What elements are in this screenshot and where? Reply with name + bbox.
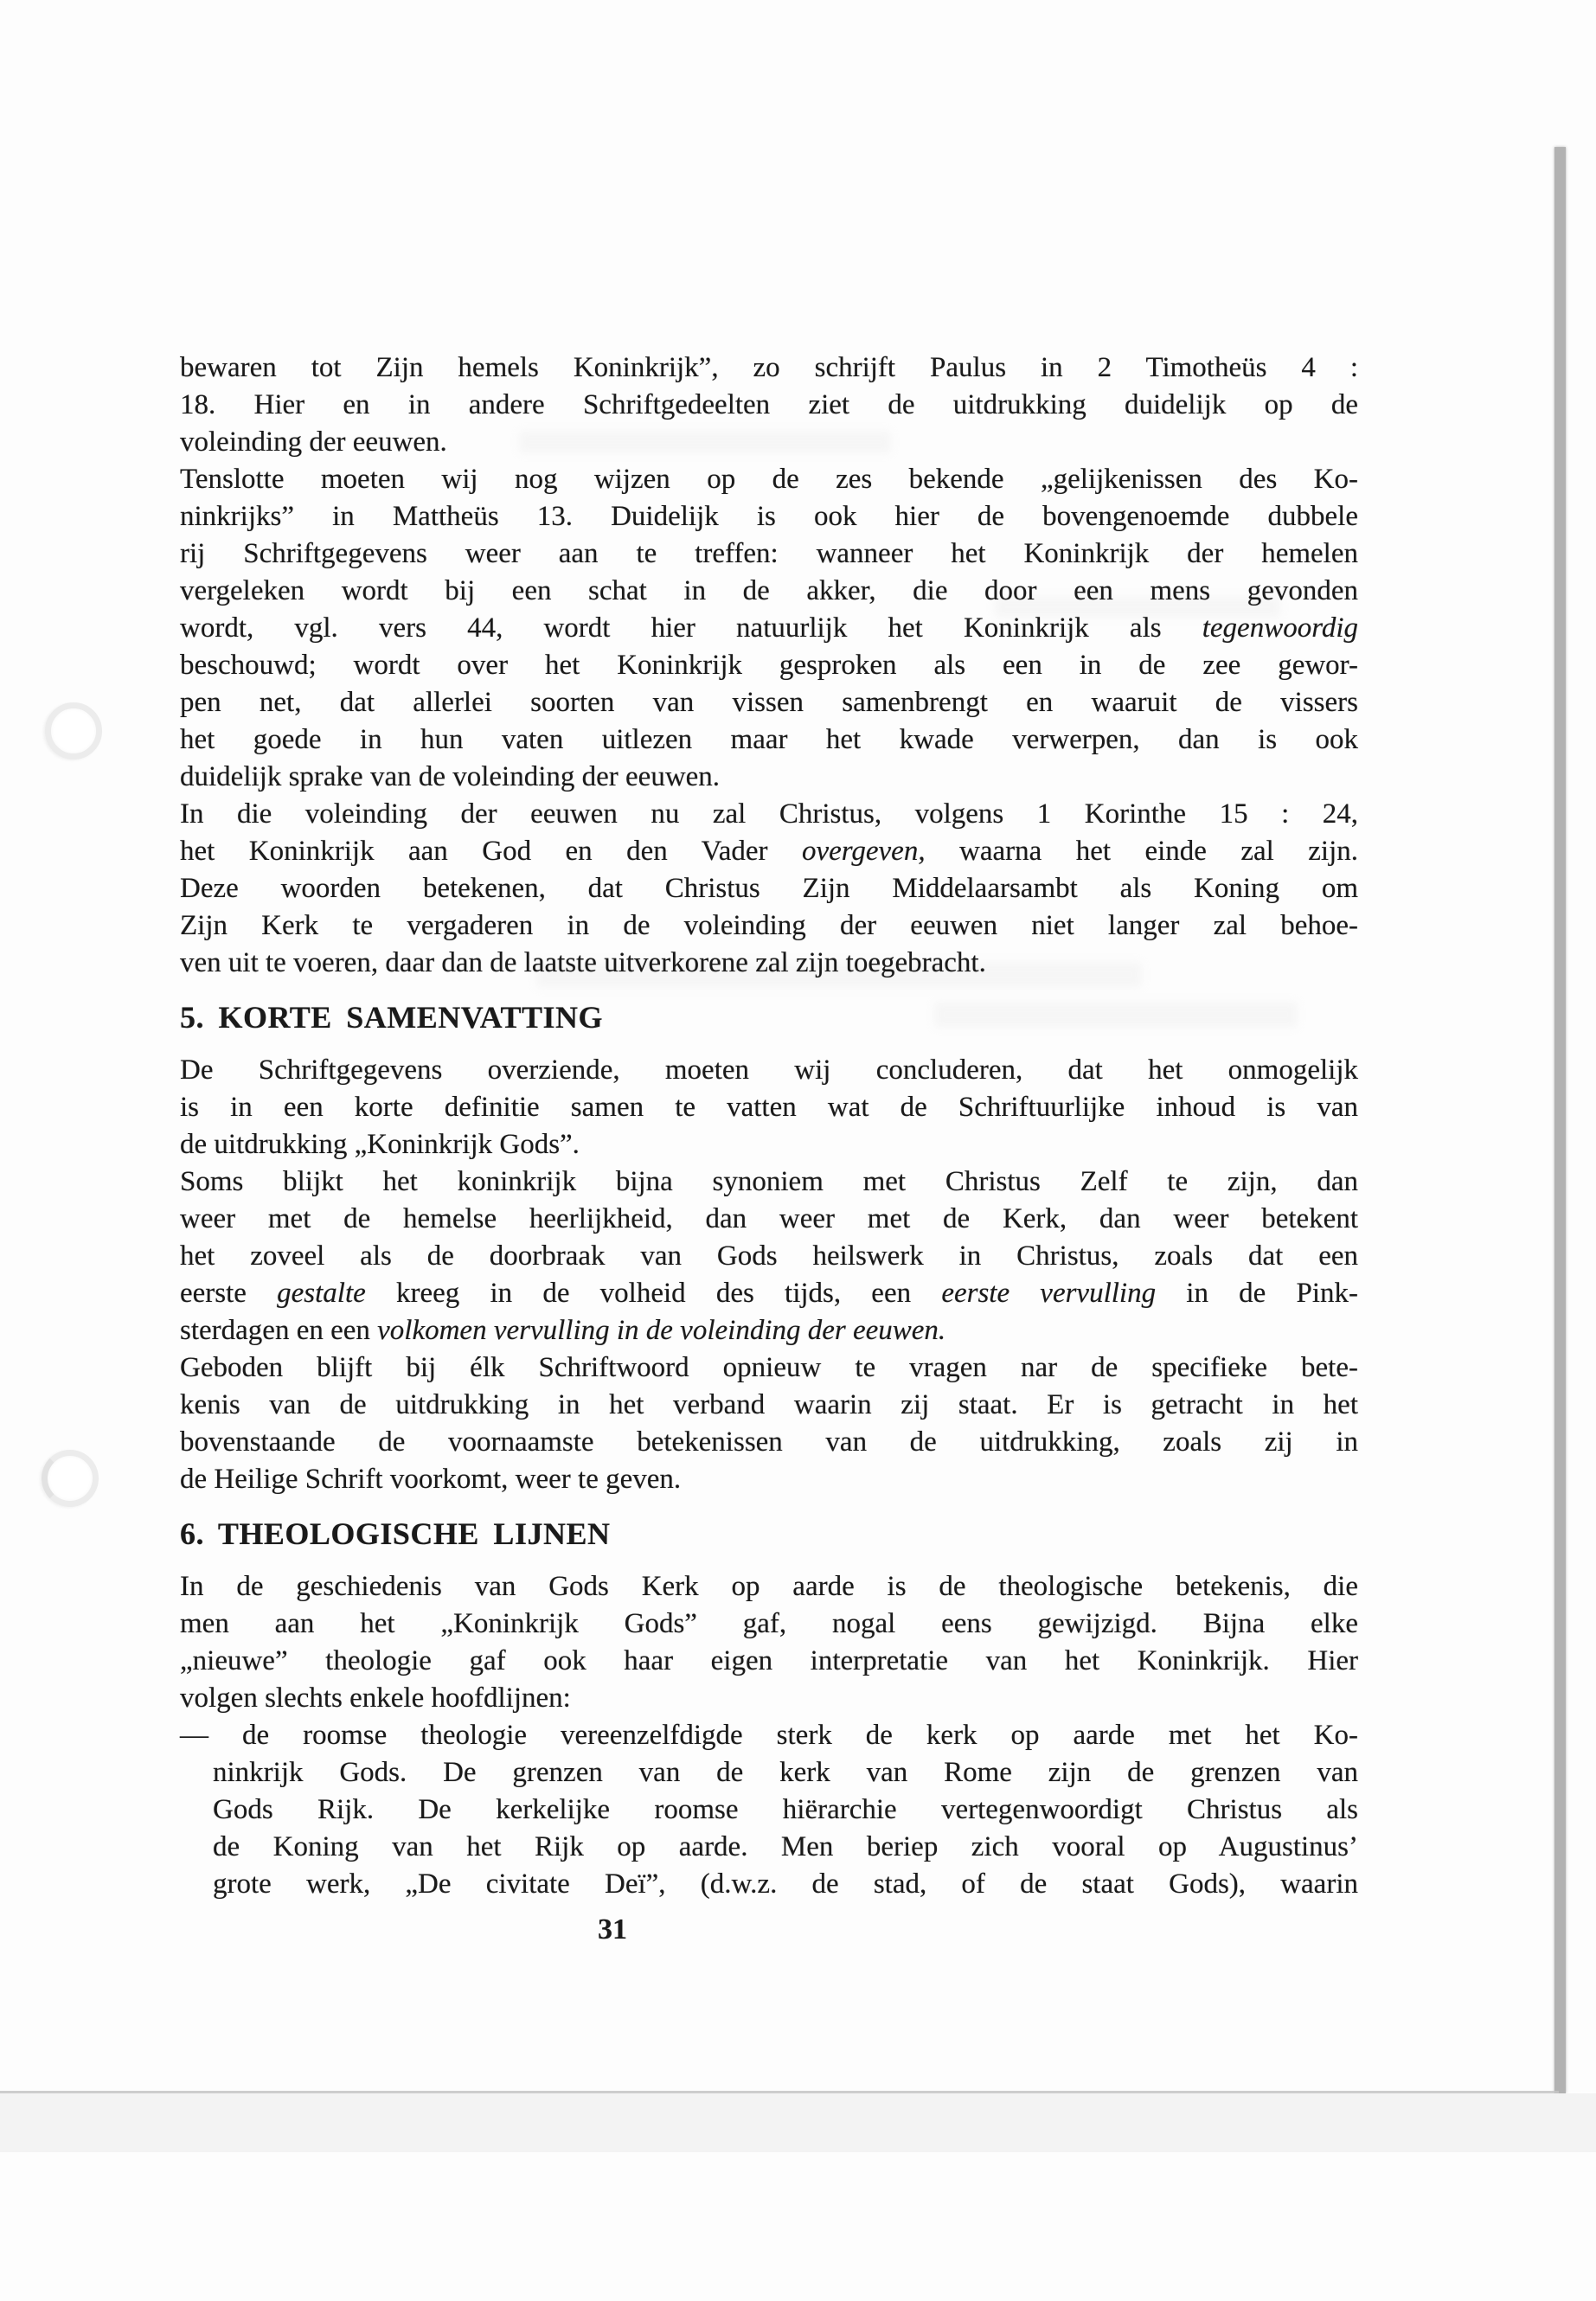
text-segment: is in een korte definitie samen te vatten wat de Schriftuurlijke inhoud is van	[180, 1092, 1358, 1123]
italic-segment: gestalte	[277, 1278, 366, 1309]
text-segment: bewaren tot Zijn hemels Koninkrijk”, zo schrijft Paulus in 2 Timotheüs 4 :	[180, 352, 1358, 383]
text-line	[180, 1829, 1358, 1866]
text-segment: rij Schriftgegevens weer aan te treffen: wanneer het Koninkrijk der hemelen	[180, 538, 1358, 569]
text-segment: het Koninkrijk aan God en den Vader	[180, 836, 802, 867]
text-segment: Deze woorden betekenen, dat Christus Zijn Middelaarsambt als Koning om	[180, 873, 1358, 904]
punch-hole-top	[45, 702, 102, 760]
text-segment: volgen slechts enkele hoofdlijnen:	[180, 1682, 571, 1714]
text-segment: de Koning van het Rijk op aarde. Men beriep zich vooral op Augustinus’	[213, 1831, 1358, 1862]
paragraph	[180, 349, 1358, 461]
text-segment: Soms blijkt het koninkrijk bijna synoniem met Christus Zelf te zijn, dan	[180, 1166, 1358, 1197]
text-line	[180, 1387, 1358, 1424]
italic-segment: overgeven,	[801, 836, 926, 867]
text-segment: ven uit te voeren, daar dan de laatste uitverkorene zal zijn toegebracht.	[180, 947, 986, 978]
punch-hole-bottom	[42, 1450, 99, 1507]
text-segment: In de geschiedenis van Gods Kerk op aarde is de theologische betekenis, die	[180, 1571, 1358, 1602]
text-line	[180, 1568, 1358, 1606]
text-segment: het zoveel als de doorbraak van Gods heilswerk in Christus, zoals dat een	[180, 1240, 1358, 1272]
text-segment: waarna het einde zal zijn.	[925, 836, 1358, 867]
italic-segment: tegenwoordig	[1202, 612, 1358, 644]
text-segment: ninkrijk Gods. De grenzen van de kerk van Rome zijn de grenzen van	[213, 1757, 1358, 1788]
text-line	[180, 610, 1358, 647]
text-line	[180, 1052, 1358, 1089]
text-line	[180, 1312, 1358, 1349]
text-line	[180, 1643, 1358, 1680]
page-number: 31	[598, 1913, 627, 1945]
text-line	[180, 684, 1358, 721]
text-line	[180, 387, 1358, 424]
paragraph	[180, 796, 1358, 982]
text-line	[180, 870, 1358, 907]
text-segment: Gods Rijk. De kerkelijke roomse hiërarchie vertegenwoordigt Christus als	[213, 1794, 1358, 1825]
text-line	[180, 1424, 1358, 1461]
text-segment: beschouwd; wordt over het Koninkrijk gesproken als een in de zee gewor-	[180, 650, 1358, 681]
text-line	[180, 1349, 1358, 1387]
text-line	[180, 1866, 1358, 1903]
text-segment: vergeleken wordt bij een schat in de akker, die door een mens gevonden	[180, 575, 1358, 606]
text-line	[180, 573, 1358, 610]
text-segment: de Heilige Schrift voorkomt, weer te geven.	[180, 1464, 682, 1495]
text-segment: In die voleinding der eeuwen nu zal Christus, volgens 1 Korinthe 15 : 24,	[180, 798, 1358, 830]
text-line	[180, 796, 1358, 833]
text-segment: kreeg in de volheid des tijds, een	[365, 1278, 942, 1309]
text-segment: pen net, dat allerlei soorten van vissen samenbrengt en waaruit de vissers	[180, 687, 1358, 718]
text-line	[180, 461, 1358, 498]
text-column	[180, 349, 1358, 1903]
text-segment: eerste	[180, 1278, 278, 1309]
list-item	[180, 1717, 1358, 1903]
text-segment: — de roomse theologie vereenzelfdigde sterk de kerk op aarde met het Ko-	[180, 1720, 1358, 1751]
section-heading: 5. KORTE SAMENVATTING	[180, 1000, 603, 1035]
text-line	[180, 907, 1358, 945]
text-segment: duidelijk sprake van de voleinding der eeuwen.	[180, 761, 721, 792]
text-line	[180, 535, 1358, 573]
scanner-band-bottom	[0, 2093, 1596, 2152]
text-line	[180, 1201, 1358, 1238]
text-line	[180, 1717, 1358, 1754]
text-line	[180, 1089, 1358, 1126]
text-segment: het goede in hun vaten uitlezen maar het kwade verwerpen, dan is ook	[180, 724, 1358, 755]
text-line	[180, 1754, 1358, 1791]
text-line	[180, 1791, 1358, 1829]
text-segment: Tenslotte moeten wij nog wijzen op de zes bekende „gelijkenissen des Ko-	[180, 464, 1358, 495]
text-segment: kenis van de uitdrukking in het verband waarin zij staat. Er is getracht in het	[180, 1389, 1358, 1420]
text-line	[180, 647, 1358, 684]
text-segment: weer met de hemelse heerlijkheid, dan weer met de Kerk, dan weer betekent	[180, 1203, 1358, 1234]
text-line	[180, 1606, 1358, 1643]
text-segment: de uitdrukking „Koninkrijk Gods”.	[180, 1129, 580, 1160]
text-line	[180, 759, 1358, 796]
text-segment: in de Pink-	[1156, 1278, 1358, 1309]
text-segment: Zijn Kerk te vergaderen in de voleinding der eeuwen niet langer zal behoe-	[180, 910, 1358, 941]
text-line	[180, 1126, 1358, 1163]
text-segment: De Schriftgegevens overziende, moeten wij concluderen, dat het onmogelijk	[180, 1054, 1358, 1086]
paragraph	[180, 1163, 1358, 1349]
text-segment: Geboden blijft bij élk Schriftwoord opnieuw te vragen nar de specifieke bete-	[180, 1352, 1358, 1383]
italic-segment: volkomen vervulling in de voleinding der eeuwen.	[377, 1315, 946, 1346]
text-line	[180, 833, 1358, 870]
text-segment: wordt, vgl. vers 44, wordt hier natuurlijk het Koninkrijk als	[180, 612, 1202, 644]
paragraph	[180, 461, 1358, 796]
paragraph	[180, 1568, 1358, 1717]
paragraph	[180, 1349, 1358, 1498]
text-segment: sterdagen en een	[180, 1315, 378, 1346]
text-line	[180, 1680, 1358, 1717]
text-segment: bovenstaande de voornaamste betekenissen van de uitdrukking, zoals zij in	[180, 1426, 1358, 1458]
text-segment: men aan het „Koninkrijk Gods” gaf, nogal eens gewijzigd. Bijna elke	[180, 1608, 1358, 1639]
text-line	[180, 1275, 1358, 1312]
text-segment: „nieuwe” theologie gaf ook haar eigen interpretatie van het Koninkrijk. Hier	[180, 1645, 1358, 1676]
text-line	[180, 1238, 1358, 1275]
text-line	[180, 721, 1358, 759]
text-line	[180, 424, 1358, 461]
text-segment: ninkrijks” in Mattheüs 13. Duidelijk is ook hier de bovengenoemde dubbele	[180, 501, 1358, 532]
text-segment: 18. Hier en in andere Schriftgedeelten ziet de uitdrukking duidelijk op de	[180, 389, 1358, 420]
text-line	[180, 945, 1358, 982]
section-heading: 6. THEOLOGISCHE LIJNEN	[180, 1516, 611, 1551]
paragraph	[180, 1052, 1358, 1163]
scanner-edge-right	[1554, 147, 1566, 2093]
text-segment: grote werk, „De civitate Deï”, (d.w.z. de stad, of de staat Gods), waarin	[213, 1868, 1358, 1900]
text-line	[180, 349, 1358, 387]
text-line	[180, 498, 1358, 535]
italic-segment: eerste vervulling	[941, 1278, 1157, 1309]
text-segment: voleinding der eeuwen.	[180, 426, 447, 458]
text-line	[180, 1461, 1358, 1498]
text-line	[180, 1163, 1358, 1201]
